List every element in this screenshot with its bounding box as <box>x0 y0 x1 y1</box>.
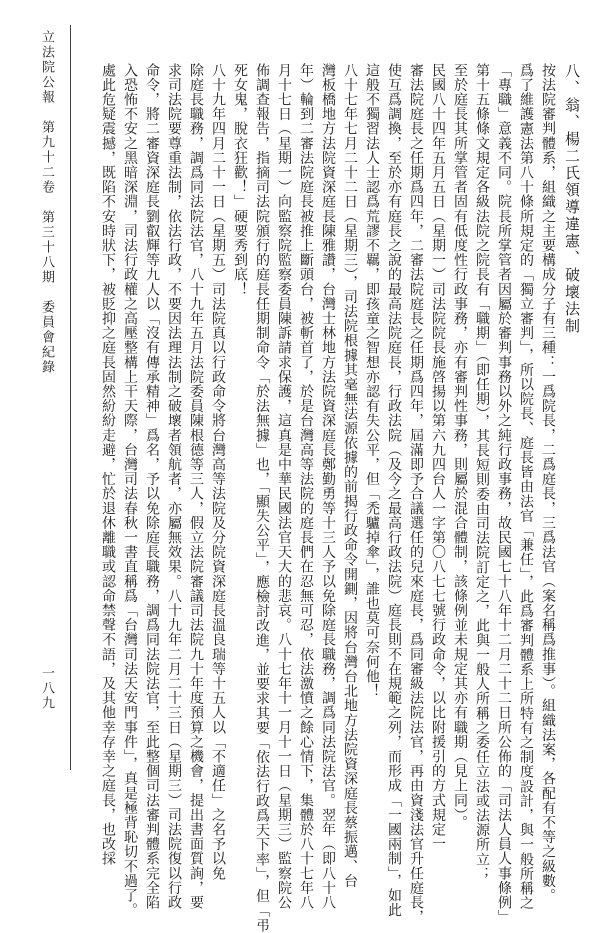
text-column: 這般不獨習法人士認爲荒謬不羈，即孩童之智想亦認有失公平，但「禿驢掉傘」，誰也莫可奈何他！ <box>364 63 380 699</box>
text-column: 灣板橋地方法院資深庭長陳雅讚，台灣士林地方法院資深庭長鄭勤勇等十三人予以免除庭長職務，調爲同法院法官。翌年（即八十八 <box>320 63 336 910</box>
text-column: 八十九年四月二十一日（星期五）司法院真以行政命令將台灣高等法院及分院資深庭長溫良瑞等十五人以「不適任」之名予以免 <box>210 63 226 881</box>
text-column: 年）輪到二審法院庭長被推上斷頭台，被斬首了，於是台灣高等法院的庭長們在忍無可忍，依法激憤之餘心情下，集體於八十七年八 <box>298 63 314 910</box>
text-column: 第十五條條文規定各級法院之院長有「職期」（即任期），其長短則委由司法院訂定之，此與一般人所稱之委任立法或法源所立； <box>474 63 490 882</box>
text-column: 八十七年七月二十二日（星期三），司法院根據其毫無法源依據的前揭行政命令開鍘，因將台灣台北地方法院資深庭長蔡振邁、台 <box>342 63 358 889</box>
text-column: 審法院庭長之任期爲四年，二審法院庭長之任期爲四年，屆滿即予合議選任的兒來庭長，爲同審級法院法官，再由資淺法官升任庭長， <box>408 63 424 925</box>
text-column: 月十七日（星期一）向監察院監察委員陳訴請求保護，這真是中華民國法官天大的悲哀。八十七年十一月十一日（星期三）監察院公 <box>276 63 292 910</box>
text-column: 至於庭長其所掌管者固有低度性行政事務，亦有審判性事務，則屬於混合體制，該條例並未規定其亦有職期（見上同）。 <box>452 63 468 830</box>
text-column: 求司法院要尊重法制，依法行政，不要因法理法制之破壞者領航者，亦屬無效果。八十九年二月二十三日（星期三）司法院復以行政 <box>166 63 182 910</box>
page-number: 一八九 <box>39 666 54 711</box>
text-column: 按法院審判體系，組織之主要構成分子有三種：一爲院長，二爲庭長，三爲法官（案名稱爲推事）。組織法案，各配有不等之級數。 <box>540 63 556 903</box>
text-column: 處此危疑震撼，既陷不安時狀下，被貶抑之庭長固然紛紛走避，忙於退休離職或認命禁聲不語，及其他幸存幸之庭長，也改採 <box>100 63 116 866</box>
text-column: 爲了維護憲法第八十條所規定的「獨立審判」，所以院長、庭長皆由法官「兼任」，此爲審判體系上所特有之制度設計，與一般所稱之 <box>518 63 534 911</box>
margin-rule <box>70 25 71 770</box>
text-column: 命令，將二審資深庭長劉叡輝等九人以「沒有傳承精神」爲名，予以免除庭長職務，調爲同法院法官，至此整個司法審判體系完全陷 <box>144 63 160 910</box>
text-column: 死女鬼，脫衣狂歡！」硬要秀到底！ <box>232 63 248 297</box>
text-column: 民國八十四年五月五日（星期一）司法院院長施啓揚以第六九四台人一字第〇八七七號行政命令，以比附援引的方式規定一 <box>430 63 446 852</box>
text-column: 使互爲調換，至於亦有庭長之說的最高法院庭長，行政法院（及今之最高行政法院）庭長則不在規範之列，而形成「一國兩制」，如此 <box>386 63 402 918</box>
text-column: 除庭長職務，調爲同法院法官，八十九年五月法院委員陳根德等三人，假立法院審議司法院九十年度預算之機會，提出書面質詢，要 <box>188 63 204 910</box>
section-heading: 八、翁、楊二氏領導違憲、破壞法制 <box>563 63 581 335</box>
gazette-footer: 立法院公報 第九十二卷 第三十八期 委員會紀錄 <box>39 30 54 375</box>
text-column: 入恐怖不安之黑暗深淵，司法行政權之高壓整構上干天際，台灣司法春秋一書直稱爲「台灣司法天安門事件」，真是極背恥切不過了。 <box>122 63 138 918</box>
text-column: 「專職」意義不同。院長所掌管者因屬於審判事務以外之純行政事務，故民國七十八年十二月二十二日所公佈的「司法人員人事條例」 <box>496 63 512 925</box>
text-column: 佈調查報告，指摘司法院頒行的庭長任期制命令「於法無據」也，「顯失公平」，應檢討改進，並要求其要「依法行政爲天下率」，但「弔 <box>254 63 270 933</box>
